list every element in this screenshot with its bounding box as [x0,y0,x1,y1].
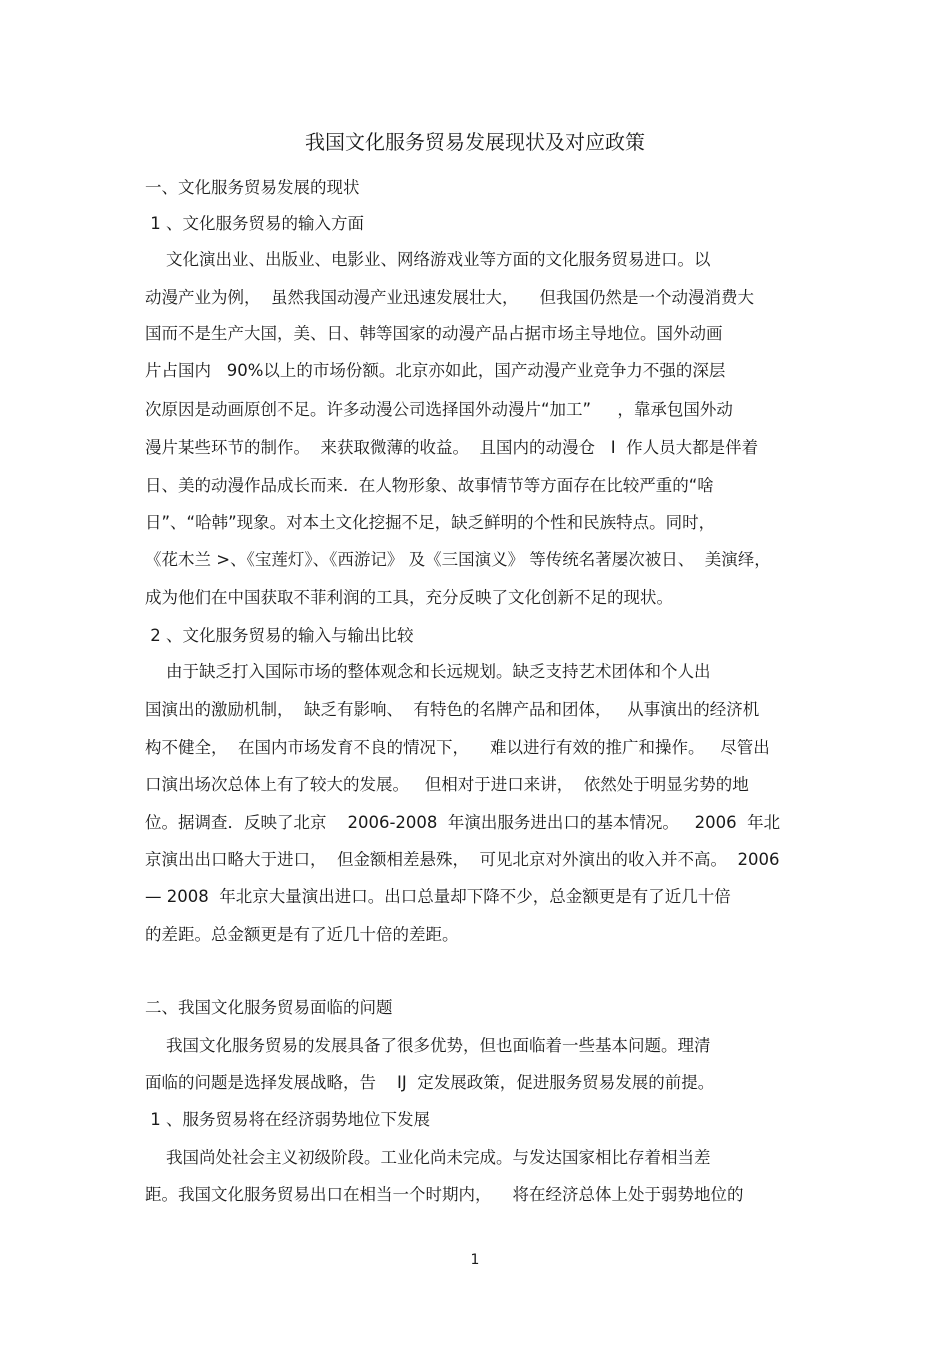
paragraph-line: 构不健全， 在国内市场发育不良的情况下， 难以进行有效的推广和操作。 尽管出 [145,738,770,757]
paragraph-line: 文化演出业、出版业、电影业、网络游戏业等方面的文化服务贸易进口。以 [145,250,711,269]
paragraph-line: — 2008 年北京大量演出进口。出口总量却下降不少，总金额更是有了近几十倍 [145,887,731,906]
paragraph-line: 日”、“哈韩”现象。对本土文化挖掘不足，缺乏鲜明的个性和民族特点。同时， [145,513,716,532]
page-number: 1 [470,1252,480,1268]
subsection-heading: 1 、服务贸易将在经济弱势地位下发展 [145,1110,430,1129]
paragraph-line: 动漫产业为例， 虽然我国动漫产业迅速发展壮大， 但我国仍然是一个动漫消费大 [145,288,754,307]
subsection-heading: 2 、文化服务贸易的输入与输出比较 [145,626,414,645]
paragraph-line: 成为他们在中国获取不菲利润的工具，充分反映了文化创新不足的现状。 [145,588,673,607]
paragraph-line: 位。据调查．反映了北京 2006-2008 年演出服务进出口的基本情况。 2006 年北 [145,813,781,832]
paragraph-line: 面临的问题是选择发展战略，告 IJ 定发展政策，促进服务贸易发展的前提。 [145,1073,715,1092]
paragraph-line: 的差距。总金额更是有了近几十倍的差距。 [145,925,459,944]
paragraph-line: 片占国内 90%以上的市场份额。北京亦如此，国产动漫产业竞争力不强的深层 [145,361,726,380]
section-heading: 二、我国文化服务贸易面临的问题 [145,998,393,1017]
paragraph-line: 国而不是生产大国，美、日、韩等国家的动漫产品占据市场主导地位。国外动画 [145,324,723,343]
subsection-heading: 1 、文化服务贸易的输入方面 [145,214,364,233]
paragraph-line: 国演出的激励机制， 缺乏有影响、 有特色的名牌产品和团体， 从事演出的经济机 [145,700,760,719]
document-title: 我国文化服务贸易发展现状及对应政策 [305,130,645,154]
paragraph-line: 次原因是动画原创不足。许多动漫公司选择国外动漫片“加工” ，靠承包国外动 [145,400,733,419]
paragraph-line: 我国尚处社会主义初级阶段。工业化尚未完成。与发达国家相比存着相当差 [145,1148,711,1167]
paragraph-line: 《花木兰 >、《宝莲灯》、《西游记》 及《三国演义》 等传统名著屡次被日、 美演绎， [145,550,771,569]
paragraph-line: 距。我国文化服务贸易出口在相当一个时期内， 将在经济总体上处于弱势地位的 [145,1185,744,1204]
paragraph-line: 漫片某些环节的制作。 来获取微薄的收益。 且国内的动漫仓 I 作人员大都是伴着 [145,438,759,457]
paragraph-line: 日、美的动漫作品成长而来. 在人物形象、故事情节等方面存在比较严重的“啥 [145,476,714,495]
paragraph-line: 口演出场次总体上有了较大的发展。 但相对于进口来讲， 依然处于明显劣势的地 [145,775,749,794]
paragraph-line: 我国文化服务贸易的发展具备了很多优势，但也面临着一些基本问题。理清 [145,1036,711,1055]
paragraph-line: 京演出出口略大于进口， 但金额相差悬殊， 可见北京对外演出的收入并不高。 2006 [145,850,780,869]
section-heading: 一、文化服务贸易发展的现状 [145,178,360,197]
paragraph-line: 由于缺乏打入国际市场的整体观念和长远规划。缺乏支持艺术团体和个人出 [145,662,711,681]
